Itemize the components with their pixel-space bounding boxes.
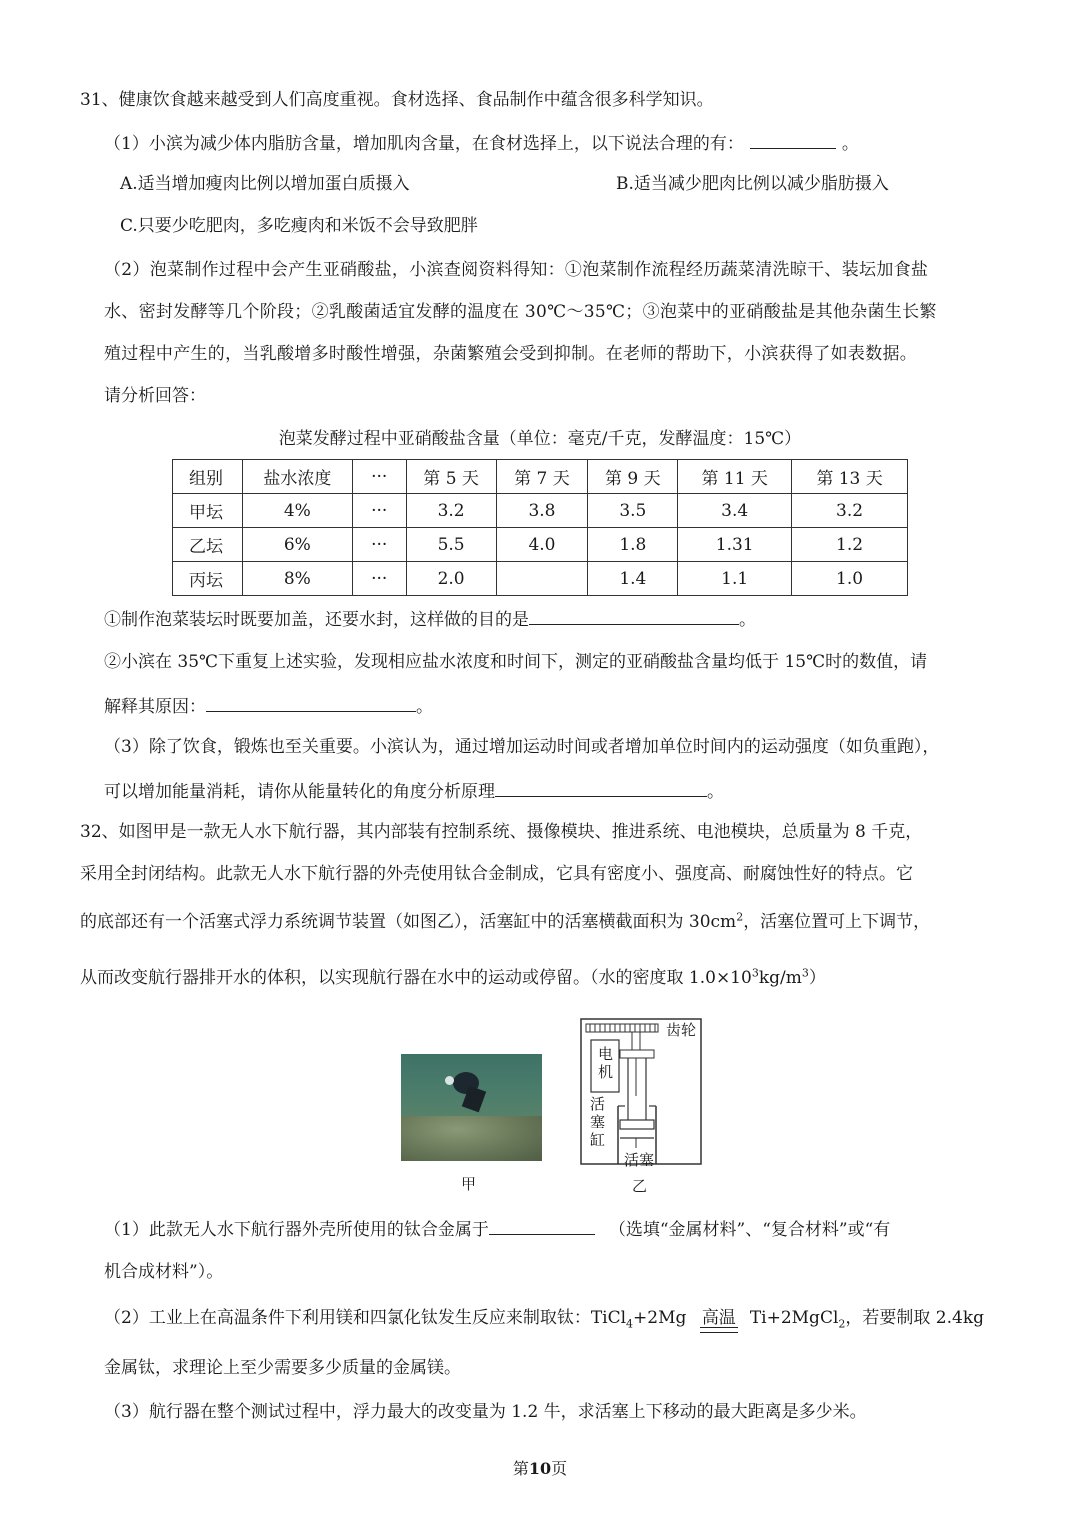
q32-part2-b: +2Mg bbox=[633, 1308, 687, 1328]
table-header-cell: 第 11 天 bbox=[678, 460, 792, 494]
q31-sub2-line2 bbox=[104, 693, 433, 719]
option-c: C.只要少吃肥肉，多吃瘦肉和米饭不会导致肥胖 bbox=[120, 216, 478, 236]
table-cell: 3.2 bbox=[792, 494, 908, 528]
table-cell: 丙坛 bbox=[173, 562, 243, 596]
q32-part2-a: （2）工业上在高温条件下利用镁和四氯化钛发生反应来制取钛：TiCl bbox=[104, 1308, 627, 1328]
vehicle-light bbox=[445, 1076, 454, 1085]
table-header-cell: 第 5 天 bbox=[406, 460, 496, 494]
q31-part2-line4: 请分析回答： bbox=[104, 386, 206, 406]
table-header-cell: 第 9 天 bbox=[588, 460, 678, 494]
q31-part1-text: （1）小滨为减少体内脂肪含量，增加肌肉含量，在食材选择上，以下说法合理的有： bbox=[104, 134, 744, 154]
q32-part2 bbox=[104, 1306, 984, 1330]
table-cell: 3.5 bbox=[588, 494, 678, 528]
table-header-cell: ··· bbox=[352, 460, 406, 494]
table-header-row bbox=[173, 460, 908, 494]
table-cell: 4.0 bbox=[496, 528, 588, 562]
q31-part1-end: 。 bbox=[841, 134, 859, 154]
reaction-condition: 高温 bbox=[701, 1308, 736, 1328]
table-caption: 泡菜发酵过程中亚硝酸盐含量（单位：毫克/千克，发酵温度：15℃） bbox=[278, 429, 802, 449]
q31-part3-line1: （3）除了饮食，锻炼也至关重要。小滨认为，通过增加运动时间或者增加单位时间内的运动强度（如负重跑）， bbox=[104, 737, 940, 757]
q32-line3 bbox=[80, 910, 930, 934]
table-cell: ··· bbox=[352, 528, 406, 562]
q31-part1 bbox=[104, 130, 859, 156]
q31-part3-text: 可以增加能量消耗，请你从能量转化的角度分析原理 bbox=[104, 782, 495, 802]
nitrite-table bbox=[172, 459, 908, 596]
label-motor-1: 电 bbox=[598, 1045, 614, 1063]
page-number-suffix: 页 bbox=[551, 1459, 568, 1478]
page-number-prefix: 第 bbox=[512, 1459, 529, 1478]
q32-part1-tail: （选填“金属材料”、“复合材料”或“有 bbox=[608, 1220, 891, 1240]
seabed-rock bbox=[401, 1116, 542, 1161]
table-cell: 甲坛 bbox=[173, 494, 243, 528]
label-piston: 活塞 bbox=[624, 1151, 655, 1169]
label-motor-2: 机 bbox=[598, 1063, 614, 1081]
superscript: 3 bbox=[751, 966, 759, 980]
q31-sub1 bbox=[104, 606, 756, 632]
table-cell: 3.4 bbox=[678, 494, 792, 528]
q31-part2-line3: 殖过程中产生的，当乳酸增多时酸性增强，杂菌繁殖会受到抑制。在老师的帮助下，小滨获得了如表数据。 bbox=[104, 344, 918, 364]
q32-part1-text: （1）此款无人水下航行器外壳所使用的钛合金属于 bbox=[104, 1220, 489, 1240]
table-cell: 6% bbox=[242, 528, 352, 562]
figure-label-jia: 甲 bbox=[461, 1175, 477, 1193]
table-cell: 3.8 bbox=[496, 494, 588, 528]
subscript: 4 bbox=[626, 1317, 634, 1331]
q32-line3-b: ，活塞位置可上下调节， bbox=[743, 912, 931, 932]
figure-label-yi: 乙 bbox=[632, 1177, 648, 1195]
label-gear: 齿轮 bbox=[666, 1021, 697, 1039]
page-number bbox=[0, 1456, 1080, 1479]
table-cell: 1.0 bbox=[792, 562, 908, 596]
table-row bbox=[173, 562, 908, 596]
q32-line4-c: ） bbox=[808, 968, 826, 988]
table-cell: 乙坛 bbox=[173, 528, 243, 562]
q32-part1-line2: 机合成材料”）。 bbox=[104, 1262, 224, 1282]
q32-part2-line2: 金属钛，求理论上至少需要多少质量的金属镁。 bbox=[104, 1358, 461, 1378]
table-cell: 1.2 bbox=[792, 528, 908, 562]
q31-sub1-text: ①制作泡菜装坛时既要加盖，还要水封，这样做的目的是 bbox=[104, 610, 529, 630]
table-header-cell: 盐水浓度 bbox=[242, 460, 352, 494]
table-cell: 5.5 bbox=[406, 528, 496, 562]
q32-line1: 32、如图甲是一款无人水下航行器，其内部装有控制系统、摄像模块、推进系统、电池模块，总质量为 8 千克， bbox=[80, 822, 923, 842]
q31-stem: 31、健康饮食越来越受到人们高度重视。食材选择、食品制作中蕴含很多科学知识。 bbox=[80, 90, 714, 110]
table-cell bbox=[496, 562, 588, 596]
table-header-cell: 第 13 天 bbox=[792, 460, 908, 494]
table-cell: 8% bbox=[242, 562, 352, 596]
answer-blank-q31-sub1[interactable] bbox=[529, 606, 739, 625]
q31-sub2-end: 。 bbox=[416, 697, 433, 717]
table-cell: 1.4 bbox=[588, 562, 678, 596]
table-header-cell: 第 7 天 bbox=[496, 460, 588, 494]
table-cell: 1.31 bbox=[678, 528, 792, 562]
q32-line4 bbox=[80, 966, 826, 990]
table-row bbox=[173, 494, 908, 528]
q32-part2-c: Ti+2MgCl bbox=[749, 1308, 839, 1328]
label-cylinder-2: 塞 bbox=[590, 1113, 606, 1131]
q32-part2-d: ，若要制取 2.4kg bbox=[845, 1308, 985, 1328]
answer-blank-q32-1[interactable] bbox=[489, 1216, 595, 1235]
table-cell: ··· bbox=[352, 494, 406, 528]
table-cell: ··· bbox=[352, 562, 406, 596]
q32-part3: （3）航行器在整个测试过程中，浮力最大的改变量为 1.2 牛，求活塞上下移动的最大距离是多少米。 bbox=[104, 1402, 867, 1422]
table-row bbox=[173, 528, 908, 562]
table-cell: 4% bbox=[242, 494, 352, 528]
q31-part3-line2 bbox=[104, 778, 724, 804]
subscript: 2 bbox=[838, 1317, 846, 1331]
table-header-cell: 组别 bbox=[173, 460, 243, 494]
q31-part2-line2: 水、密封发酵等几个阶段；②乳酸菌适宜发酵的温度在 30℃～35℃；③泡菜中的亚硝酸盐是其他杂菌生长繁 bbox=[104, 302, 937, 322]
label-cylinder-1: 活 bbox=[590, 1095, 606, 1113]
q31-part2-line1: （2）泡菜制作过程中会产生亚硝酸盐，小滨查阅资料得知：①泡菜制作流程经历蔬菜清洗晾干、装坛加食盐 bbox=[104, 260, 929, 280]
q31-sub1-end: 。 bbox=[739, 610, 756, 630]
table-cell: 2.0 bbox=[406, 562, 496, 596]
q32-line3-a: 的底部还有一个活塞式浮力系统调节装置（如图乙），活塞缸中的活塞横截面积为 30cm bbox=[80, 912, 737, 932]
q31-sub2-text: 解释其原因： bbox=[104, 697, 206, 717]
q32-part1 bbox=[104, 1216, 890, 1242]
option-a: A.适当增加瘦肉比例以增加蛋白质摄入 bbox=[120, 174, 410, 194]
table-cell: 1.8 bbox=[588, 528, 678, 562]
answer-blank-q31-1[interactable] bbox=[750, 130, 836, 149]
underwater-vehicle-photo bbox=[401, 1054, 542, 1161]
table-cell: 3.2 bbox=[406, 494, 496, 528]
superscript: 2 bbox=[736, 910, 744, 924]
q32-line4-b: kg/m bbox=[758, 968, 802, 988]
table-cell: 1.1 bbox=[678, 562, 792, 596]
q32-line4-a: 从而改变航行器排开水的体积，以实现航行器在水中的运动或停留。（水的密度取 1.0×10 bbox=[80, 968, 752, 988]
option-b: B.适当减少肥肉比例以减少脂肪摄入 bbox=[616, 174, 889, 194]
label-cylinder-3: 缸 bbox=[590, 1131, 606, 1149]
q32-line2: 采用全封闭结构。此款无人水下航行器的外壳使用钛合金制成，它具有密度小、强度高、耐腐蚀性好的特点。它 bbox=[80, 864, 913, 884]
q31-sub2-line1: ②小滨在 35℃下重复上述实验，发现相应盐水浓度和时间下，测定的亚硝酸盐含量均低于 15℃时的数值，请 bbox=[104, 652, 928, 672]
answer-blank-q31-3[interactable] bbox=[495, 778, 707, 797]
answer-blank-q31-sub2[interactable] bbox=[206, 693, 416, 712]
q31-part3-end: 。 bbox=[707, 782, 724, 802]
page-number-value: 10 bbox=[528, 1459, 552, 1478]
superscript: 3 bbox=[801, 966, 809, 980]
